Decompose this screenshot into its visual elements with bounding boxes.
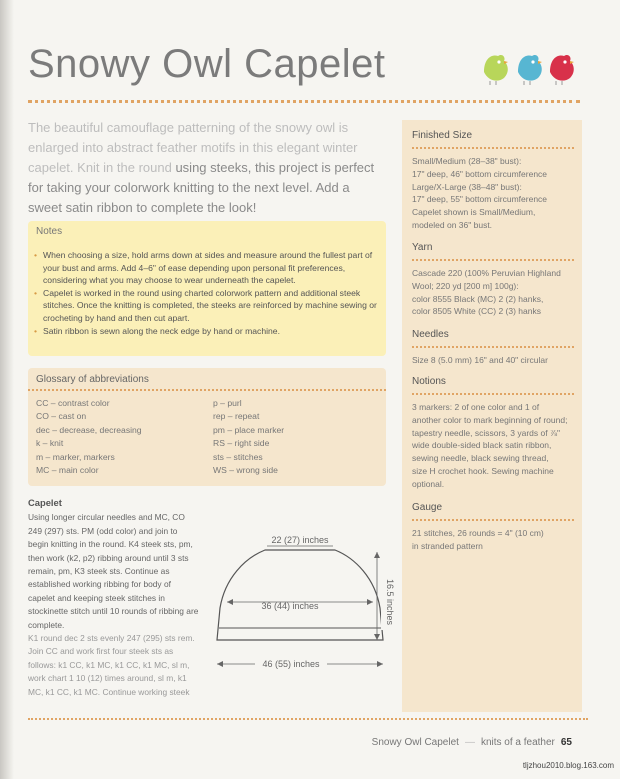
finished-size-line: Capelet shown is Small/Medium, — [412, 207, 536, 218]
glossary-entry: MC – main color — [36, 465, 99, 476]
notions-line: wide double-sided black satin ribbon, — [412, 440, 552, 451]
section-divider — [412, 519, 574, 521]
gauge-heading: Gauge — [412, 502, 443, 513]
section-divider — [412, 147, 574, 149]
finished-size-line: Small/Medium (28–38" bust): — [412, 156, 522, 166]
bottom-arrow-left-icon — [217, 661, 223, 667]
needles-heading: Needles — [412, 329, 449, 340]
title-divider — [28, 100, 580, 103]
finished-size-heading: Finished Size — [412, 130, 473, 141]
notions-line: 3 markers: 2 of one color and 1 of — [412, 402, 540, 412]
glossary-entry: k – knit — [36, 438, 64, 449]
notes-heading: Notes — [36, 226, 63, 237]
watermark: tljzhou2010.blog.163.com — [522, 761, 614, 770]
glossary-entry: p – purl — [213, 398, 242, 408]
glossary-entry: rep – repeat — [213, 411, 260, 422]
finished-size-line: Large/X-Large (38–48" bust): — [412, 181, 522, 192]
finished-size-line: 17" deep, 46" bottom circumference — [412, 168, 548, 179]
glossary-entry: pm – place marker — [213, 424, 285, 435]
middle-arrow-left-icon — [227, 599, 233, 605]
height-measure-label: 16.5 inches — [385, 578, 395, 626]
footer-title: Snowy Owl Capelet — [371, 737, 459, 748]
notes-item: • Capelet is worked in the round using charted colorwork pattern and additional steek stitches. Once the knitting is completed, the steeks are reinforced by machine sewing or crocheting by hand and then cut apart. — [34, 287, 380, 325]
capelet-body: Using longer circular needles and MC, CO 249 (297) sts. PM (odd color) and join to begin knitting in the round. K4 steek sts, pm, then work (k2, p2) ribbing around until 3 sts remain, pm, K3 steek sts. Continue as established working ribbing for body of capelet and keeping steek stitches in stockinette stitch until 10 rounds of ribbing are complete. — [28, 512, 199, 630]
bird-icons — [480, 48, 580, 86]
footer-divider — [28, 718, 588, 720]
notions-line: size H crochet hook. Sewing machine — [412, 465, 554, 476]
pattern-sidebar — [402, 120, 582, 712]
footer-section: knits of a feather — [480, 737, 555, 748]
top-measure-label: 22 (27) inches — [271, 535, 329, 545]
green-bird-icon — [484, 55, 508, 85]
capelet-body-continued: K1 round dec 2 sts evenly 247 (295) sts rem. Join CC and work first four steek sts as follows: k1 CC, k1 MC, k1 CC, k1 MC, sl m, work chart 1 10 (12) times around, sl m, k1 MC, k1 CC, k1 MC. Continue working steek — [28, 633, 195, 697]
glossary-entry: dec – decrease, decreasing — [36, 424, 142, 435]
yarn-heading: Yarn — [412, 242, 433, 253]
section-divider — [412, 346, 574, 348]
glossary-entry: CC – contrast color — [36, 398, 110, 408]
gauge-line: in stranded pattern — [412, 540, 483, 551]
red-bird-icon — [550, 55, 574, 85]
gauge-body — [412, 527, 574, 553]
glossary-entry: sts – stitches — [213, 451, 263, 462]
capelet-outline — [217, 550, 383, 640]
footer-separator: — — [464, 737, 475, 748]
height-arrow-bottom-icon — [374, 634, 380, 640]
glossary-entry: WS – wrong side — [213, 465, 278, 476]
glossary-left-column — [36, 397, 142, 477]
page-title: Snowy Owl Capelet — [28, 42, 386, 86]
notions-heading: Notions — [412, 376, 446, 387]
notions-line: tapestry needle, scissors, 3 yards of ⅞" — [412, 427, 561, 438]
bottom-arrow-right-icon — [377, 661, 383, 667]
notions-line: optional. — [412, 478, 445, 489]
blue-bird-icon — [518, 55, 542, 85]
yarn-line: color 8555 Black (MC) 2 (2) hanks, — [412, 293, 544, 304]
height-arrow-top-icon — [374, 552, 380, 558]
notions-line: sewing needle, black sewing thread, — [412, 453, 549, 464]
notes-box — [28, 221, 386, 356]
page-number: 65 — [560, 737, 572, 748]
glossary-box — [28, 368, 386, 486]
notes-list — [34, 249, 386, 337]
notions-body — [412, 401, 574, 491]
yarn-line: Cascade 220 (100% Peruvian Highland — [412, 268, 561, 278]
glossary-entry: RS – right side — [213, 438, 270, 449]
notions-section — [412, 376, 574, 491]
notions-line: another color to mark beginning of round; — [412, 414, 568, 425]
page-gutter-shadow — [0, 0, 14, 779]
gauge-section — [412, 502, 574, 553]
needles-body — [412, 354, 574, 367]
notes-item: • When choosing a size, hold arms down at sides and measure around the fullest part of your bust and arms. Add 4–6" of ease depending upon personal fit preferences, considering what you may choose to wear underneath the capelet. — [34, 249, 380, 287]
needles-line: Size 8 (5.0 mm) 16" and 40" circular — [412, 355, 548, 365]
glossary-entry: m – marker, markers — [36, 451, 115, 462]
needles-section — [412, 329, 574, 367]
page-footer — [372, 737, 572, 748]
notes-item: • Satin ribbon is sewn along the neck edge by hand or machine. — [34, 325, 380, 338]
yarn-section — [412, 242, 574, 318]
section-divider — [412, 393, 574, 395]
glossary-heading: Glossary of abbreviations — [36, 374, 149, 385]
yarn-body — [412, 267, 574, 318]
finished-size-body — [412, 155, 574, 232]
capelet-schematic — [205, 528, 395, 678]
section-divider — [412, 259, 574, 261]
intro-faded-text: The beautiful camouflage patterning of the snowy owl is enlarged into abstract feather motifs in this elegant winter capelet. Knit in the round — [28, 120, 358, 175]
glossary-right-column — [213, 397, 284, 477]
capelet-heading: Capelet — [28, 497, 62, 508]
middle-measure-label: 36 (44) inches — [261, 601, 319, 611]
finished-size-section — [412, 130, 574, 232]
intro-text: using steeks, this project is perfect for taking your colorwork knitting to the next level. Add a sweet satin ribbon to complete the look! — [28, 160, 375, 215]
finished-size-line: 17" deep, 55" bottom circumference — [412, 194, 548, 205]
yarn-line: color 8505 White (CC) 2 (3) hanks — [412, 306, 541, 317]
yarn-line: Wool; 220 yd [200 m] 100g): — [412, 280, 519, 291]
capelet-instructions — [28, 496, 200, 699]
middle-arrow-right-icon — [367, 599, 373, 605]
bottom-measure-label: 46 (55) inches — [262, 659, 320, 669]
intro-paragraph — [28, 118, 386, 218]
finished-size-line: modeled on 36" bust. — [412, 219, 493, 230]
glossary-entry: CO – cast on — [36, 411, 87, 422]
glossary-divider — [28, 389, 386, 391]
gauge-line: 21 stitches, 26 rounds = 4" (10 cm) — [412, 528, 544, 538]
